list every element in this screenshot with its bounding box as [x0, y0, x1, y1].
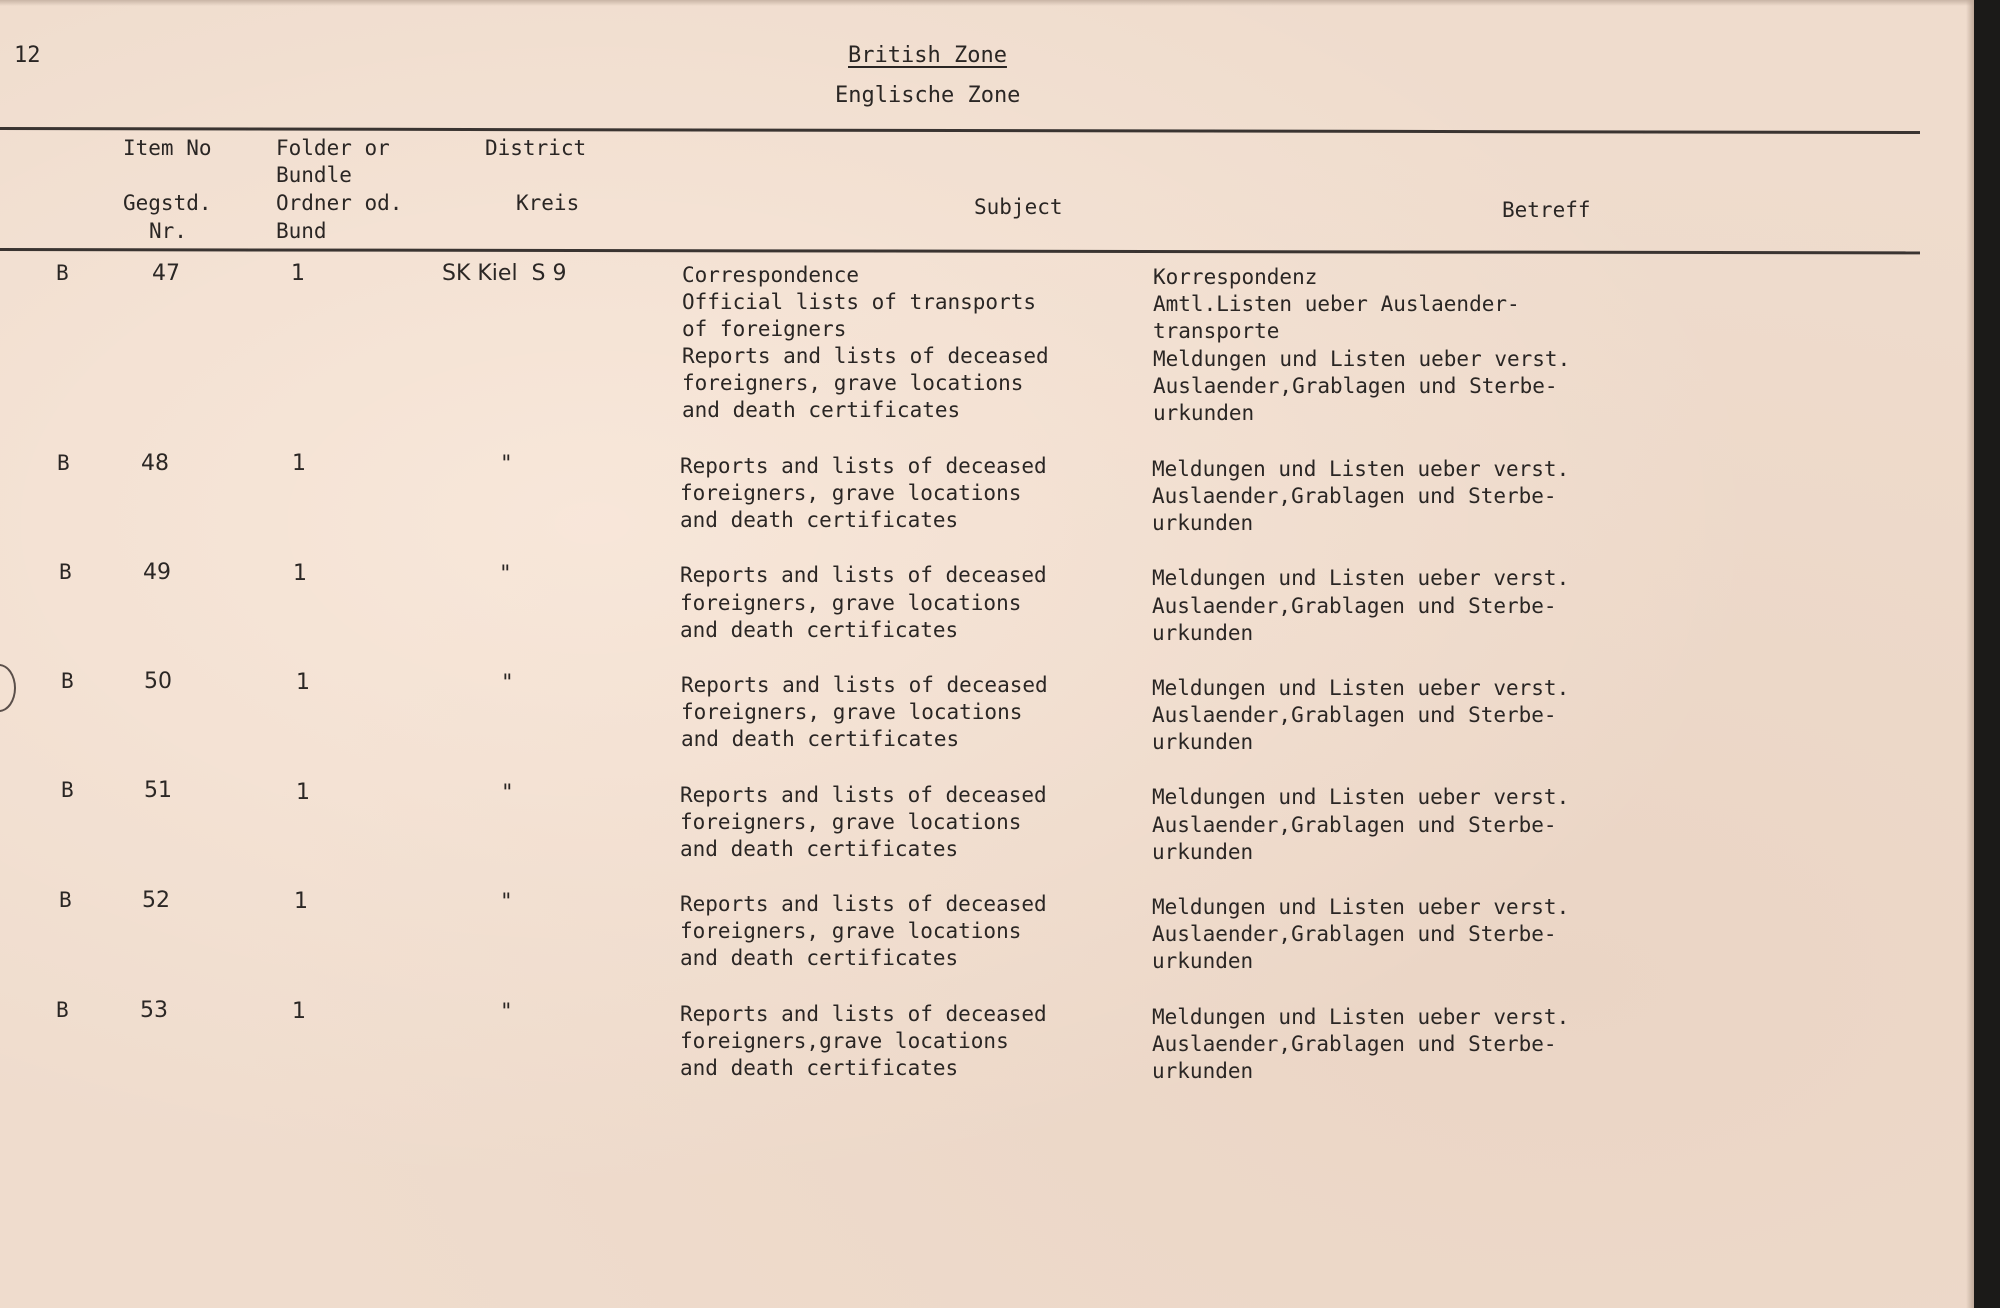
row-subject-line: foreigners, grave locations	[682, 371, 1024, 395]
header-folder-de: Ordner od.	[276, 191, 403, 215]
row-folder: 1	[292, 451, 306, 476]
row-series: B	[57, 451, 70, 475]
row-folder: 1	[296, 670, 310, 695]
row-series: B	[59, 888, 72, 912]
row-item-no: 48	[141, 451, 169, 476]
row-betreff-line: Korrespondenz	[1153, 265, 1318, 289]
header-top-rule	[0, 127, 1920, 134]
row-betreff-line: Meldungen und Listen ueber verst.	[1152, 895, 1570, 919]
row-betreff-line: urkunden	[1153, 401, 1255, 425]
row-item-no: 53	[140, 998, 168, 1023]
row-subject-line: Correspondence	[682, 263, 860, 287]
header-district: District	[485, 136, 587, 160]
row-subject-line: and death certificates	[680, 1056, 959, 1080]
row-subject-line: Reports and lists of deceased	[682, 344, 1049, 368]
page-subtitle: Englische Zone	[835, 83, 1021, 108]
row-subject-line: foreigners, grave locations	[680, 481, 1022, 505]
header-folder-bundle: Bundle	[276, 163, 352, 187]
row-district-ditto: "	[500, 889, 513, 913]
row-betreff-line: urkunden	[1152, 1059, 1254, 1083]
header-subject: Subject	[974, 195, 1063, 219]
page-title: British Zone	[848, 43, 1007, 68]
row-betreff-line: Auslaender,Grablagen und Sterbe-	[1152, 594, 1557, 618]
row-subject-line: and death certificates	[680, 618, 959, 642]
header-folder: Folder or	[276, 136, 390, 160]
row-subject-line: Reports and lists of deceased	[680, 892, 1047, 916]
header-item-no-de: Gegstd.	[123, 191, 212, 215]
row-folder: 1	[296, 780, 310, 805]
row-betreff-line: Auslaender,Grablagen und Sterbe-	[1153, 374, 1558, 398]
row-betreff-line: Meldungen und Listen ueber verst.	[1152, 785, 1570, 809]
header-betreff: Betreff	[1502, 198, 1591, 222]
header-bottom-rule	[0, 248, 1920, 254]
row-district-ditto: "	[500, 451, 513, 475]
row-betreff-line: Meldungen und Listen ueber verst.	[1152, 566, 1570, 590]
row-subject-line: Reports and lists of deceased	[680, 563, 1047, 587]
row-subject-line: Reports and lists of deceased	[681, 673, 1048, 697]
row-betreff-line: Auslaender,Grablagen und Sterbe-	[1152, 1032, 1557, 1056]
row-betreff-line: Meldungen und Listen ueber verst.	[1152, 676, 1570, 700]
row-betreff-line: Auslaender,Grablagen und Sterbe-	[1152, 703, 1557, 727]
row-subject-line: Reports and lists of deceased	[680, 783, 1047, 807]
row-subject-line: Reports and lists of deceased	[680, 454, 1047, 478]
row-subject-line: and death certificates	[681, 727, 960, 751]
row-subject-line: Official lists of transports	[682, 290, 1037, 314]
page-number: 12	[14, 43, 41, 68]
row-folder: 1	[293, 561, 307, 586]
row-subject-line: foreigners,grave locations	[680, 1029, 1009, 1053]
row-folder: 1	[291, 261, 305, 286]
row-district-ditto: "	[501, 780, 514, 804]
row-series: B	[59, 560, 72, 584]
row-betreff-line: Meldungen und Listen ueber verst.	[1152, 1005, 1570, 1029]
row-series: B	[61, 669, 74, 693]
row-district-ditto: "	[500, 999, 513, 1023]
row-betreff-line: urkunden	[1152, 949, 1254, 973]
row-betreff-line: Auslaender,Grablagen und Sterbe-	[1152, 922, 1557, 946]
row-folder: 1	[294, 889, 308, 914]
row-subject-line: foreigners, grave locations	[680, 919, 1022, 943]
page-edge	[1966, 0, 1974, 1308]
row-item-no: 49	[143, 560, 171, 585]
header-folder-de-bund: Bund	[276, 219, 327, 243]
row-subject-line: Reports and lists of deceased	[680, 1002, 1047, 1026]
row-series: B	[56, 261, 69, 285]
header-district-de: Kreis	[516, 191, 580, 215]
row-folder: 1	[292, 999, 306, 1024]
row-subject-line: of foreigners	[682, 317, 847, 341]
row-betreff-line: Auslaender,Grablagen und Sterbe-	[1152, 484, 1557, 508]
row-series: B	[56, 998, 69, 1022]
row-betreff-line: urkunden	[1152, 621, 1254, 645]
row-subject-line: foreigners, grave locations	[680, 810, 1022, 834]
row-betreff-line: urkunden	[1152, 511, 1254, 535]
row-subject-line: and death certificates	[682, 398, 961, 422]
row-betreff-line: Meldungen und Listen ueber verst.	[1153, 347, 1571, 371]
row-item-no: 52	[142, 888, 170, 913]
row-betreff-line: transporte	[1153, 319, 1280, 343]
row-series: B	[61, 778, 74, 802]
row-subject-line: and death certificates	[680, 946, 959, 970]
header-item-no-de-abbr: Nr.	[149, 219, 187, 243]
row-betreff-line: Amtl.Listen ueber Auslaender-	[1153, 292, 1520, 316]
row-district: SK Kiel S 9	[442, 261, 567, 286]
row-subject-line: and death certificates	[680, 508, 959, 532]
row-district-ditto: "	[501, 670, 514, 694]
row-betreff-line: Auslaender,Grablagen und Sterbe-	[1152, 813, 1557, 837]
row-item-no: 51	[144, 778, 172, 803]
binding-hole-mark	[0, 664, 16, 712]
row-betreff-line: urkunden	[1152, 840, 1254, 864]
page-edge	[0, 0, 1974, 6]
row-betreff-line: urkunden	[1152, 730, 1254, 754]
row-subject-line: and death certificates	[680, 837, 959, 861]
header-item-no: Item No	[123, 136, 212, 160]
row-betreff-line: Meldungen und Listen ueber verst.	[1152, 457, 1570, 481]
row-subject-line: foreigners, grave locations	[681, 700, 1023, 724]
row-district-ditto: "	[499, 561, 512, 585]
row-item-no: 47	[152, 261, 180, 286]
row-item-no: 50	[144, 669, 172, 694]
row-subject-line: foreigners, grave locations	[680, 591, 1022, 615]
